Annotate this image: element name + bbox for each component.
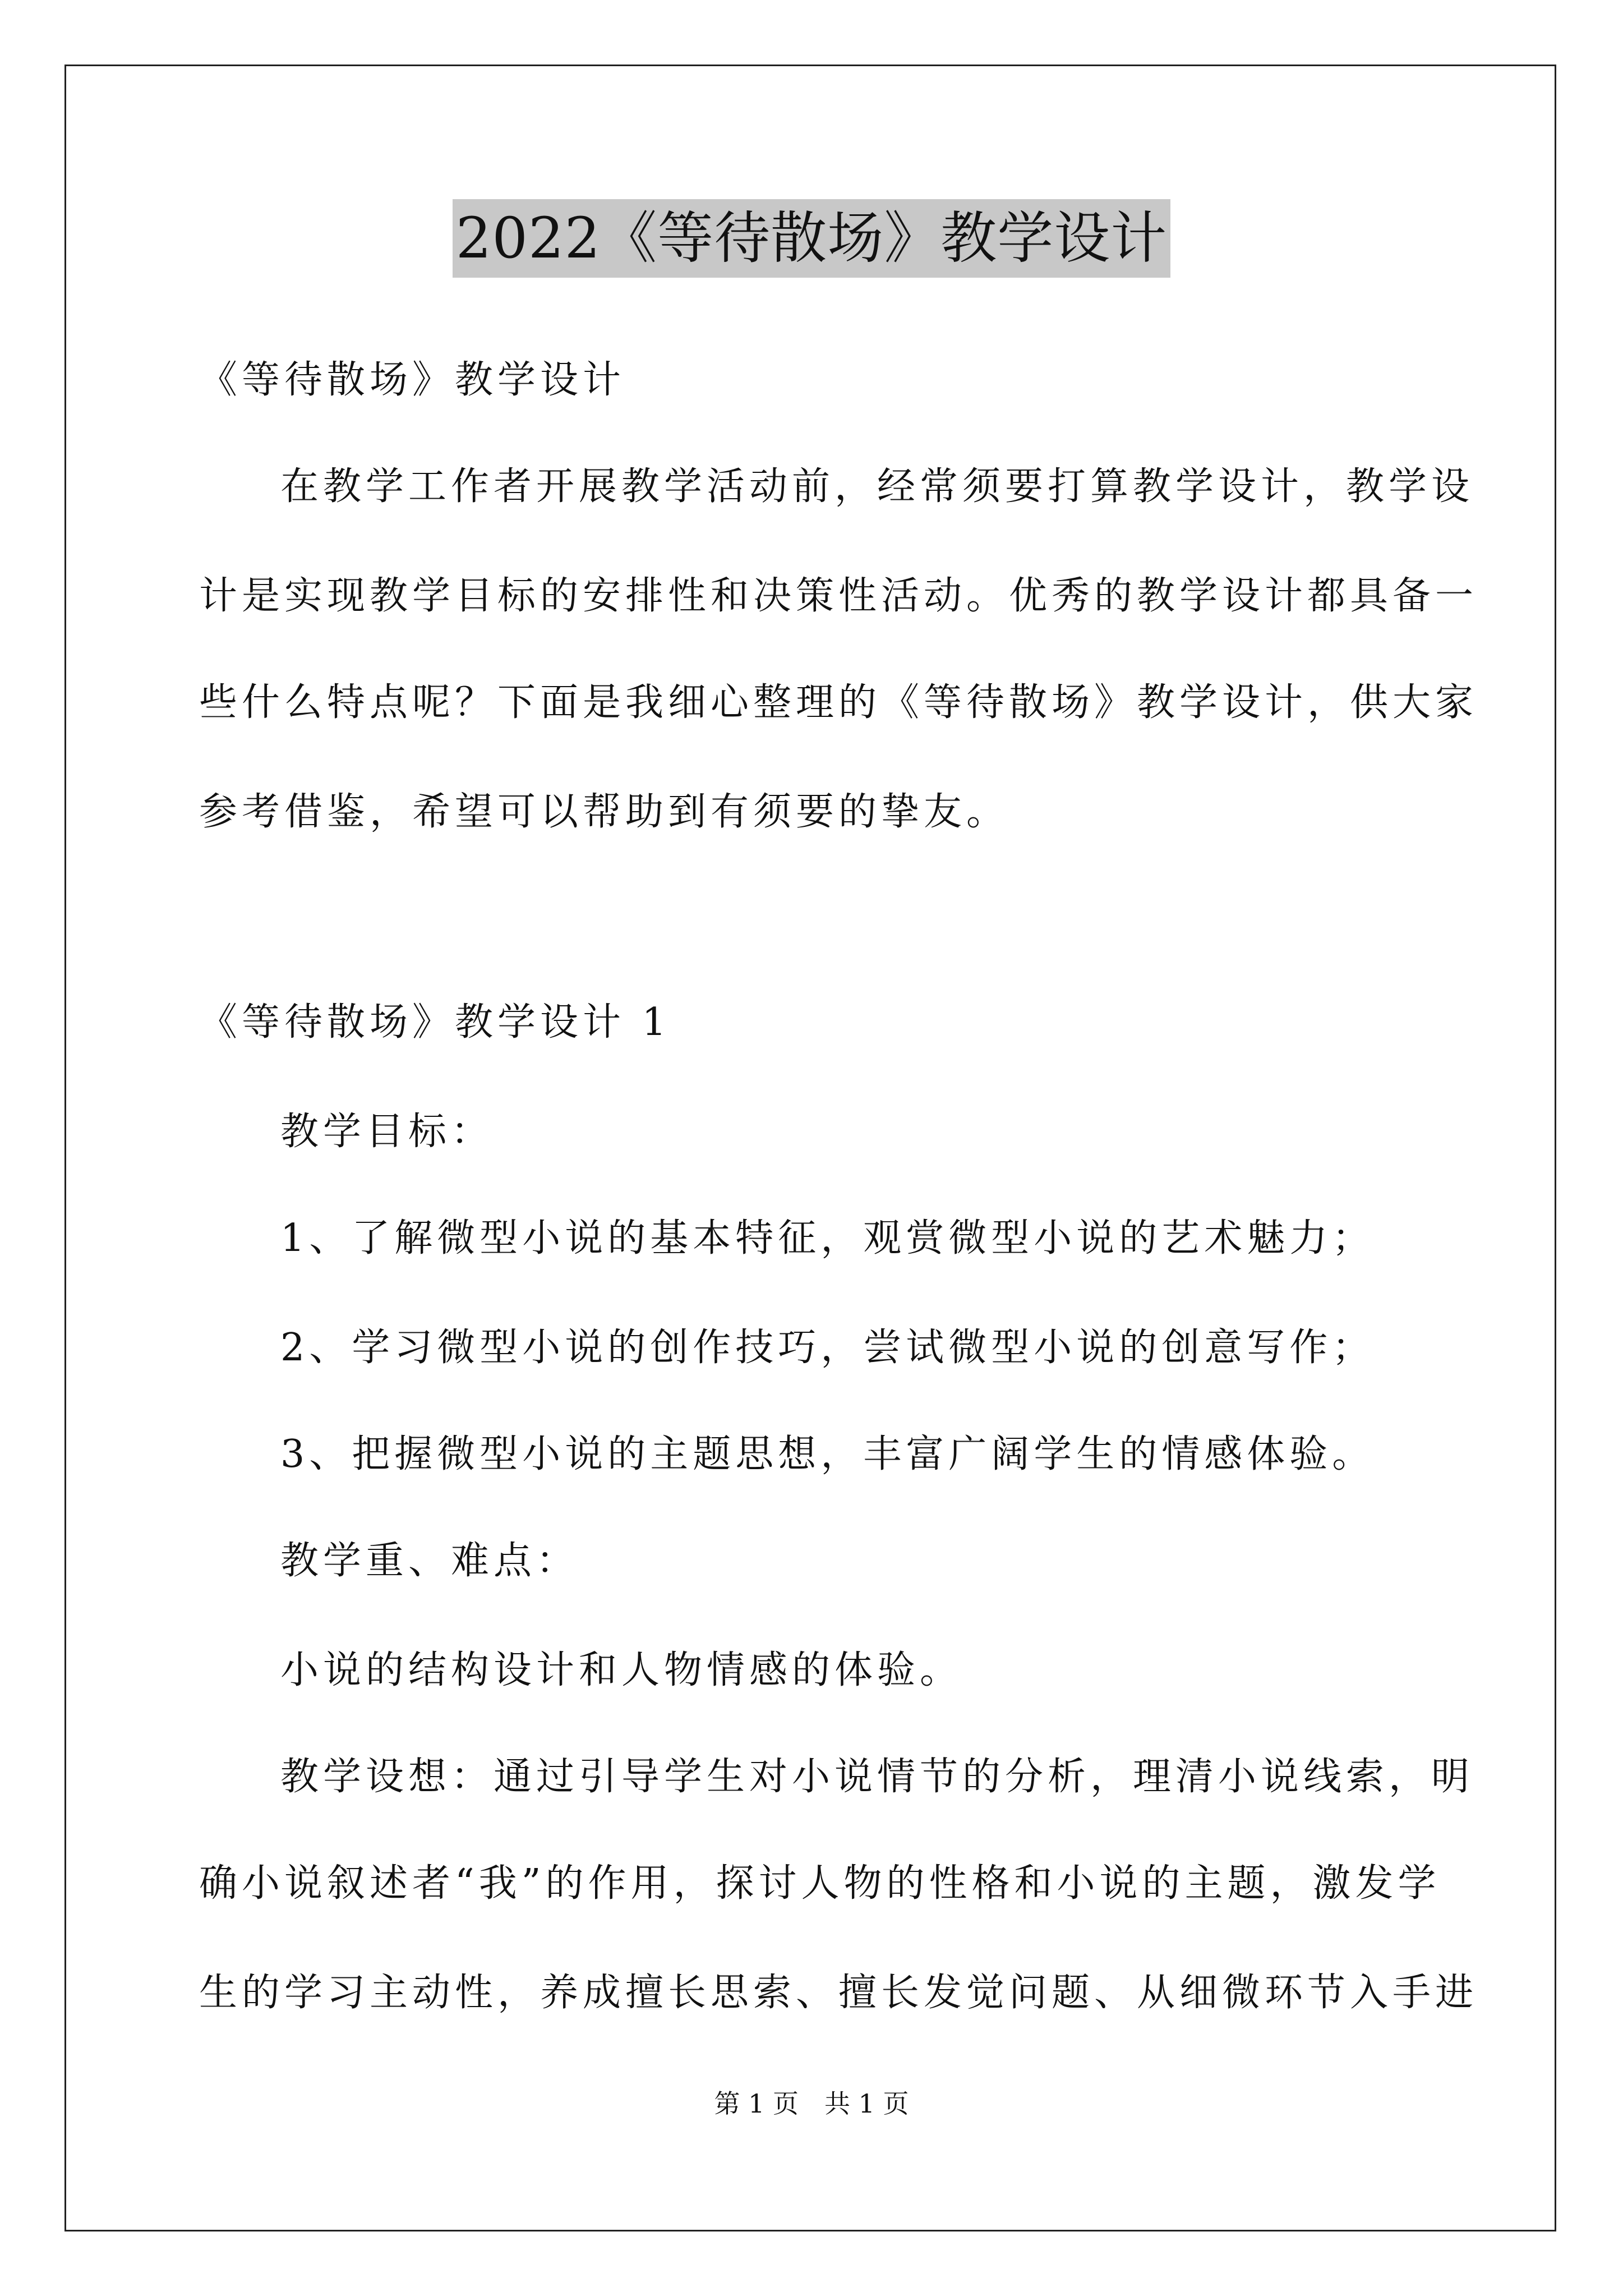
title-block [0, 199, 1623, 278]
key-points-label: 教学重、难点： [280, 1539, 579, 1583]
subtitle: 《等待散场》教学设计 [199, 358, 626, 402]
concept-line-1: 教学设想：通过引导学生对小说情节的分析，理清小说线索，明 [280, 1755, 1474, 1799]
objectives-label: 教学目标： [280, 1110, 494, 1154]
document-title: 2022《等待散场》教学设计 [453, 199, 1171, 278]
concept-line-3: 生的学习主动性，养成擅长思索、擅长发觉问题、从细微环节入手进 [199, 1971, 1478, 2015]
intro-line-3: 些什么特点呢？下面是我细心整理的《等待散场》教学设计，供大家 [199, 680, 1478, 725]
concept-line-2: 确小说叙述者“我”的作用，探讨人物的性格和小说的主题，激发学 [199, 1861, 1441, 1906]
section-heading: 《等待散场》教学设计 1 [199, 1000, 671, 1045]
intro-line-2: 计是实现教学目标的安排性和决策性活动。优秀的教学设计都具备一 [199, 574, 1478, 618]
intro-line-4: 参考借鉴，希望可以帮助到有须要的挚友。 [199, 790, 1009, 834]
key-points-text: 小说的结构设计和人物情感的体验。 [280, 1648, 963, 1692]
objective-item: 1、了解微型小说的基本特征，观赏微型小说的艺术魅力； [280, 1216, 1375, 1260]
objective-item: 3、把握微型小说的主题思想，丰富广阔学生的情感体验。 [280, 1432, 1375, 1476]
objective-item: 2、学习微型小说的创作技巧，尝试微型小说的创意写作； [280, 1326, 1375, 1370]
intro-line-1: 在教学工作者开展教学活动前，经常须要打算教学设计，教学设 [280, 464, 1474, 509]
page-footer: 第 1 页 共 1 页 [714, 2088, 909, 2119]
